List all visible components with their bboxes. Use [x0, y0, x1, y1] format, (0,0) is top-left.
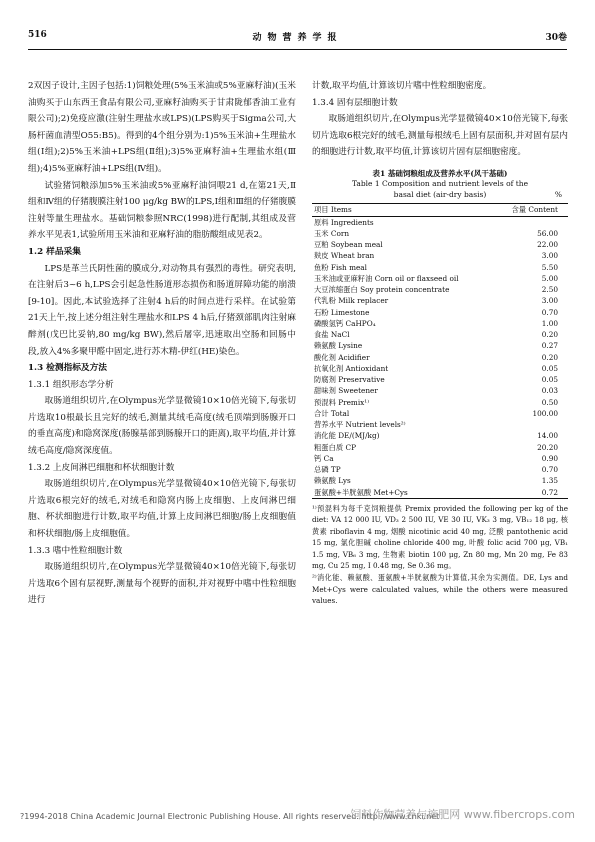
table-row [312, 374, 568, 385]
table-row [312, 216, 568, 228]
table-caption-en-1: Table 1 Composition and nutrient levels of the [351, 179, 529, 189]
table-row [312, 284, 568, 295]
table-cell-value: 5.50 [541, 262, 558, 272]
table-row [312, 262, 568, 273]
table-row [312, 273, 568, 284]
table-row [312, 385, 568, 396]
table-header-content: 含量 Content [486, 204, 568, 216]
table-cell-item: 营养水平 Nutrient levels²⁾ [314, 420, 406, 430]
table-row [312, 239, 568, 250]
table-cell-item: 代乳粉 Milk replacer [314, 296, 389, 306]
table-cell-item: 磷酸氢钙 CaHPO₄ [314, 318, 376, 328]
table-body [312, 216, 568, 498]
table-cell-value: 0.05 [541, 375, 558, 385]
table-header-items: 项目 Items [312, 204, 486, 216]
table-cell-value: 100.00 [532, 408, 558, 418]
table-cell-value: 5.00 [541, 273, 558, 283]
table-cell-item: 酸化剂 Acidifier [314, 352, 370, 362]
table-cell-item: 防腐剂 Preservative [314, 375, 385, 385]
table-row [312, 487, 568, 499]
table-cell-item: 豆粕 Soybean meal [314, 240, 383, 250]
section-heading: 1.3 检测指标及方法 [28, 363, 107, 374]
table-cell-item: 玉米油或亚麻籽油 Corn oil or flaxseed oil [314, 273, 459, 283]
table-row [312, 295, 568, 306]
table-cell-value [486, 216, 568, 228]
table-cell-item: 赖氨酸 Lys [314, 476, 351, 486]
paragraph: 取肠道组织切片,在Olympus光学显微镜40×10倍光镜下,每张切片选取6根完好的绒毛,测量每根绒毛上固有层面积,并对固有层内的细胞进行计数,取平均值,计算该切片固有层细胞密度。 [312, 114, 568, 158]
table-cell-value [486, 419, 568, 430]
subsection-heading: 1.3.2 上皮间淋巴细胞和杯状细胞计数 [28, 462, 175, 473]
table-cell-value: 0.90 [541, 453, 558, 463]
table-row [312, 352, 568, 363]
table-row [312, 464, 568, 475]
paragraph: 2双因子设计,主因子包括:1)饲粮处理(5%玉米油或5%亚麻籽油)(玉米油购买于山东西王食品有限公司,亚麻籽油购买于甘肃陇郁香油工业有限公司);2)免疫应激(注射生理盐水或LPS)(LPS购买于Sigma公司,大肠杆菌血清型O55:B5)。得到的4个组分别为:1)5%玉米油+生理盐水组(Ⅰ组);2)5%玉米油+LPS组(Ⅱ组);3)5%亚麻籽油+生理盐水组(Ⅲ组);4)5%亚麻籽油+LPS组(Ⅳ组)。 [28, 81, 296, 174]
paragraph: 取肠道组织切片,在Olympus光学显微镜10×10倍光镜下,每张切片选取10根最长且完好的绒毛,测量其绒毛高度(绒毛顶端到肠腺开口的垂直高度)和隐窝深度(肠腺基部到肠腺开口的距离),取平均值,并计算绒毛高度/隐窝深度值。 [28, 396, 296, 457]
paragraph: 试验猪饲粮添加5%玉米油或5%亚麻籽油饲喂21 d,在第21天,Ⅱ组和Ⅳ组的仔猪腹膜注射100 μg/kg BW的LPS,Ⅰ组和Ⅲ组的仔猪腹膜注射等量生理盐水。基础饲粮参照NRC(1998)进行配制,其组成及营养水平见表1,试验所用玉米油和亚麻籽油的脂肪酸组成见表2。 [28, 180, 296, 241]
table-cell-value: 3.00 [541, 296, 558, 306]
table-cell-item: 玉米 Corn [314, 228, 350, 238]
table-cell-item: 消化能 DE/(MJ/kg) [314, 431, 380, 441]
paragraph: LPS是革兰氏阴性菌的膜成分,对动物具有强烈的毒性。研究表明,在注射后3~6 h,LPS会引起急性肠道形态损伤和肠道屏障功能的崩溃[9-10]。因此,本试验选择了注射4 h后的时间点进行采样。在试验第21天上午,按上述分组注射生理盐水和LPS 4 h后,仔猪颈部肌肉注射麻醉剂(戊巴比妥钠,80 mg/kg BW),然后屠宰,迅速取出空肠和回肠中段,放入4%多聚甲醛中固定,进行苏木精-伊红(HE)染色。 [28, 263, 296, 357]
table-cell-value: 1.00 [541, 318, 558, 328]
paragraph: 计数,取平均值,计算该切片嗜中性粒细胞密度。 [312, 81, 492, 91]
page-number: 516 [28, 30, 47, 40]
table-cell-item: 大豆浓缩蛋白 Soy protein concentrate [314, 285, 450, 295]
table-row [312, 318, 568, 329]
table-caption-cn: 表1 基础饲粮组成及营养水平(风干基础) [372, 168, 508, 178]
section-heading: 1.2 样品采集 [28, 246, 81, 257]
journal-title: 动物营养学报 [252, 33, 343, 43]
table-cell-item: 石粉 Limestone [314, 307, 370, 317]
table-cell-value: 0.70 [541, 307, 558, 317]
table-cell-item: 鱼粉 Fish meal [314, 262, 367, 272]
subsection-heading: 1.3.1 组织形态学分析 [28, 379, 114, 390]
composition-table [312, 203, 568, 499]
watermark: 饲料作物营养与施肥网 www.fibercrops.com [350, 808, 575, 821]
table-cell-value: 0.05 [541, 363, 558, 373]
footnote: ²⁾消化能、赖氨酸、蛋氨酸+半胱氨酸为计算值,其余为实测值。DE, Lys and Met+Cys were calculated values, while the others were measured values. [312, 573, 568, 606]
table-row [312, 408, 568, 419]
table-cell-item: 食盐 NaCl [314, 330, 350, 340]
paragraph: 取肠道组织切片,在Olympus光学显微镜40×10倍光镜下,每张切片选取6根完好的绒毛,对绒毛和隐窝内肠上皮细胞、上皮间淋巴细胞、杯状细胞进行计数,取平均值,计算上皮间淋巴细胞/肠上皮细胞值和杯状细胞/肠上皮细胞值。 [28, 479, 296, 540]
table-row [312, 430, 568, 441]
table-row [312, 453, 568, 464]
table-footnotes [312, 503, 568, 607]
subsection-heading: 1.3.3 嗜中性粒细胞计数 [28, 545, 123, 556]
table-row [312, 475, 568, 486]
table-row [312, 307, 568, 318]
table-row [312, 363, 568, 374]
table-row [312, 228, 568, 239]
table-cell-item: 总磷 TP [314, 465, 341, 475]
table-cell-value: 3.00 [541, 251, 558, 261]
table-cell-item: 预混料 Premix¹⁾ [314, 397, 370, 407]
table-row [312, 419, 568, 430]
volume-label: 30卷 [545, 33, 567, 43]
table-cell-value: 0.27 [541, 341, 558, 351]
table-cell-item: 合计 Total [314, 408, 350, 418]
table-cell-value: 22.00 [537, 240, 558, 250]
copyright-line: ?1994-2018 China Academic Journal Electronic Publishing House. All rights reserved. http://www.cnki.net [20, 812, 440, 821]
running-header [28, 30, 567, 46]
table-cell-item: 粗蛋白质 CP [314, 442, 356, 452]
table-row [312, 442, 568, 453]
table-row [312, 329, 568, 340]
table-caption-en-2: basal diet (air-dry basis) [393, 189, 487, 199]
table-cell-item: 原料 Ingredients [314, 217, 374, 227]
table-row [312, 250, 568, 261]
table-cell-item: 抗氧化剂 Antioxidant [314, 363, 389, 373]
table-header-row [312, 204, 568, 216]
table-cell-value: 56.00 [537, 228, 558, 238]
table-cell-value: 0.03 [541, 386, 558, 396]
header-rule [28, 49, 567, 50]
table-cell-item: 赖氨酸 Lysine [314, 341, 363, 351]
left-column [28, 78, 296, 609]
table-cell-value: 0.70 [541, 465, 558, 475]
table-cell-value: 0.72 [486, 487, 568, 499]
table-caption [312, 169, 568, 201]
table-unit: % [554, 189, 562, 199]
table-cell-value: 2.50 [541, 285, 558, 295]
table-cell-item: 钙 Ca [314, 453, 334, 463]
table-cell-value: 0.20 [541, 330, 558, 340]
right-column-text [312, 78, 568, 161]
paragraph: 取肠道组织切片,在Olympus光学显微镜40×10倍光镜下,每张切片选取6个固有层视野,测量每个视野的面积,并对视野中嗜中性粒细胞进行 [28, 562, 296, 606]
table-cell-value: 0.20 [541, 352, 558, 362]
table-row [312, 397, 568, 408]
table-cell-value: 1.35 [541, 476, 558, 486]
table-cell-value: 14.00 [537, 431, 558, 441]
table-cell-item: 甜味剂 Sweetener [314, 386, 378, 396]
table-cell-item: 蛋氨酸+半胱氨酸 Met+Cys [312, 487, 486, 499]
table-row [312, 340, 568, 351]
right-column [312, 78, 568, 608]
subsection-heading: 1.3.4 固有层细胞计数 [312, 97, 398, 108]
table-cell-item: 麸皮 Wheat bran [314, 251, 375, 261]
table-cell-value: 0.50 [541, 397, 558, 407]
footnote: ¹⁾预混料为每千克饲粮提供 Premix provided the following per kg of the diet: VA 12 000 IU, VD₃ 2 500 IU, VE 30 IU, VK₃ 3 mg, VB₁₂ 18 μg, 核黄素 riboflavin 4 mg, 烟酸 nicotinic acid 40 mg, 泛酸 pantothenic acid 15 mg, 氯化胆碱 choline chloride 400 mg, 叶酸 folic acid 700 μg, VB₁ 1.5 mg, VB₆ 3 mg, 生物素 biotin 100 μg, Zn 80 mg, Mn 20 mg, Fe 83 mg, Cu 25 mg, I 0.48 mg, Se 0.36 mg。 [312, 503, 568, 570]
table-cell-value: 20.20 [537, 442, 558, 452]
